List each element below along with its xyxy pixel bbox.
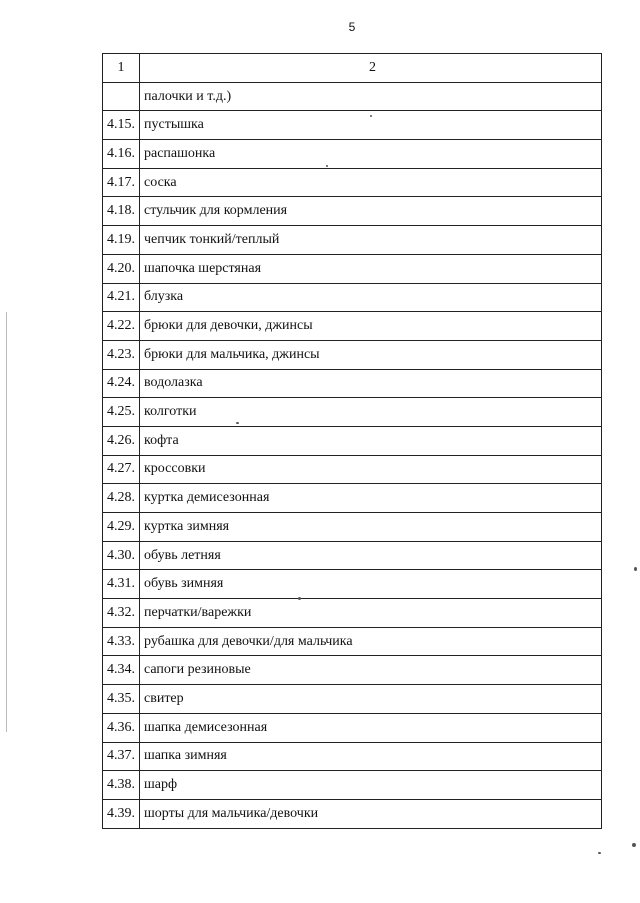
table-row (103, 426, 602, 455)
row-number: 4.20. (103, 254, 140, 283)
table-row (103, 656, 602, 685)
row-number: 4.31. (103, 570, 140, 599)
items-table-body (103, 54, 602, 829)
scan-speck (236, 422, 239, 424)
table-row (103, 799, 602, 828)
table-row (103, 713, 602, 742)
row-number: 4.34. (103, 656, 140, 685)
row-number: 4.26. (103, 426, 140, 455)
table-row (103, 513, 602, 542)
row-number: 4.22. (103, 312, 140, 341)
row-number: 4.24. (103, 369, 140, 398)
row-item-name: шапочка шерстяная (140, 254, 602, 283)
row-item-name: обувь летняя (140, 541, 602, 570)
table-row (103, 283, 602, 312)
table-header-row (103, 54, 602, 83)
row-number: 4.30. (103, 541, 140, 570)
table-row (103, 226, 602, 255)
row-item-name: шорты для мальчика/девочки (140, 799, 602, 828)
table-row (103, 312, 602, 341)
row-number: 4.25. (103, 398, 140, 427)
row-number: 4.29. (103, 513, 140, 542)
row-item-name: свитер (140, 685, 602, 714)
row-item-name: перчатки/варежки (140, 599, 602, 628)
table-row (103, 140, 602, 169)
row-number: 4.21. (103, 283, 140, 312)
row-number: 4.39. (103, 799, 140, 828)
table-row (103, 484, 602, 513)
scan-speck (370, 115, 372, 117)
row-item-name: куртка демисезонная (140, 484, 602, 513)
row-item-name: стульчик для кормления (140, 197, 602, 226)
table-row (103, 82, 602, 111)
row-number: 4.36. (103, 713, 140, 742)
header-col-1: 1 (103, 54, 140, 83)
row-item-name: шарф (140, 771, 602, 800)
table-row (103, 168, 602, 197)
table-row (103, 398, 602, 427)
row-item-name: чепчик тонкий/теплый (140, 226, 602, 255)
row-number: 4.15. (103, 111, 140, 140)
table-row (103, 742, 602, 771)
scan-speck (326, 165, 328, 167)
row-number: 4.27. (103, 455, 140, 484)
row-item-name: брюки для мальчика, джинсы (140, 340, 602, 369)
table-row (103, 541, 602, 570)
table-row (103, 111, 602, 140)
table-row (103, 455, 602, 484)
items-table (102, 53, 602, 829)
row-number: 4.33. (103, 627, 140, 656)
row-item-name: брюки для девочки, джинсы (140, 312, 602, 341)
row-item-name: кофта (140, 426, 602, 455)
scan-speck (632, 843, 636, 847)
table-row (103, 197, 602, 226)
row-item-name: сапоги резиновые (140, 656, 602, 685)
page-number: 5 (348, 20, 356, 34)
row-number: 4.23. (103, 340, 140, 369)
row-number: 4.37. (103, 742, 140, 771)
table-row (103, 627, 602, 656)
row-item-name: шапка зимняя (140, 742, 602, 771)
row-number: 4.16. (103, 140, 140, 169)
row-number: 4.38. (103, 771, 140, 800)
row-number: 4.19. (103, 226, 140, 255)
row-item-name: колготки (140, 398, 602, 427)
row-item-name: палочки и т.д.) (140, 82, 602, 111)
scan-speck (298, 597, 301, 600)
scan-margin-line (6, 312, 7, 732)
table-row (103, 254, 602, 283)
row-number: 4.35. (103, 685, 140, 714)
row-item-name: водолазка (140, 369, 602, 398)
row-item-name: блузка (140, 283, 602, 312)
row-number: 4.18. (103, 197, 140, 226)
row-number: 4.28. (103, 484, 140, 513)
row-item-name: рубашка для девочки/для мальчика (140, 627, 602, 656)
header-col-2: 2 (140, 54, 602, 83)
table-row (103, 771, 602, 800)
row-item-name: кроссовки (140, 455, 602, 484)
row-item-name: пустышка (140, 111, 602, 140)
scan-speck (634, 567, 637, 571)
table-row (103, 570, 602, 599)
row-item-name: соска (140, 168, 602, 197)
row-number: 4.32. (103, 599, 140, 628)
row-number (103, 82, 140, 111)
table-row (103, 599, 602, 628)
table-row (103, 685, 602, 714)
scan-speck (598, 852, 601, 854)
row-item-name: обувь зимняя (140, 570, 602, 599)
row-item-name: куртка зимняя (140, 513, 602, 542)
row-item-name: шапка демисезонная (140, 713, 602, 742)
row-number: 4.17. (103, 168, 140, 197)
row-item-name: распашонка (140, 140, 602, 169)
table-row (103, 340, 602, 369)
table-row (103, 369, 602, 398)
